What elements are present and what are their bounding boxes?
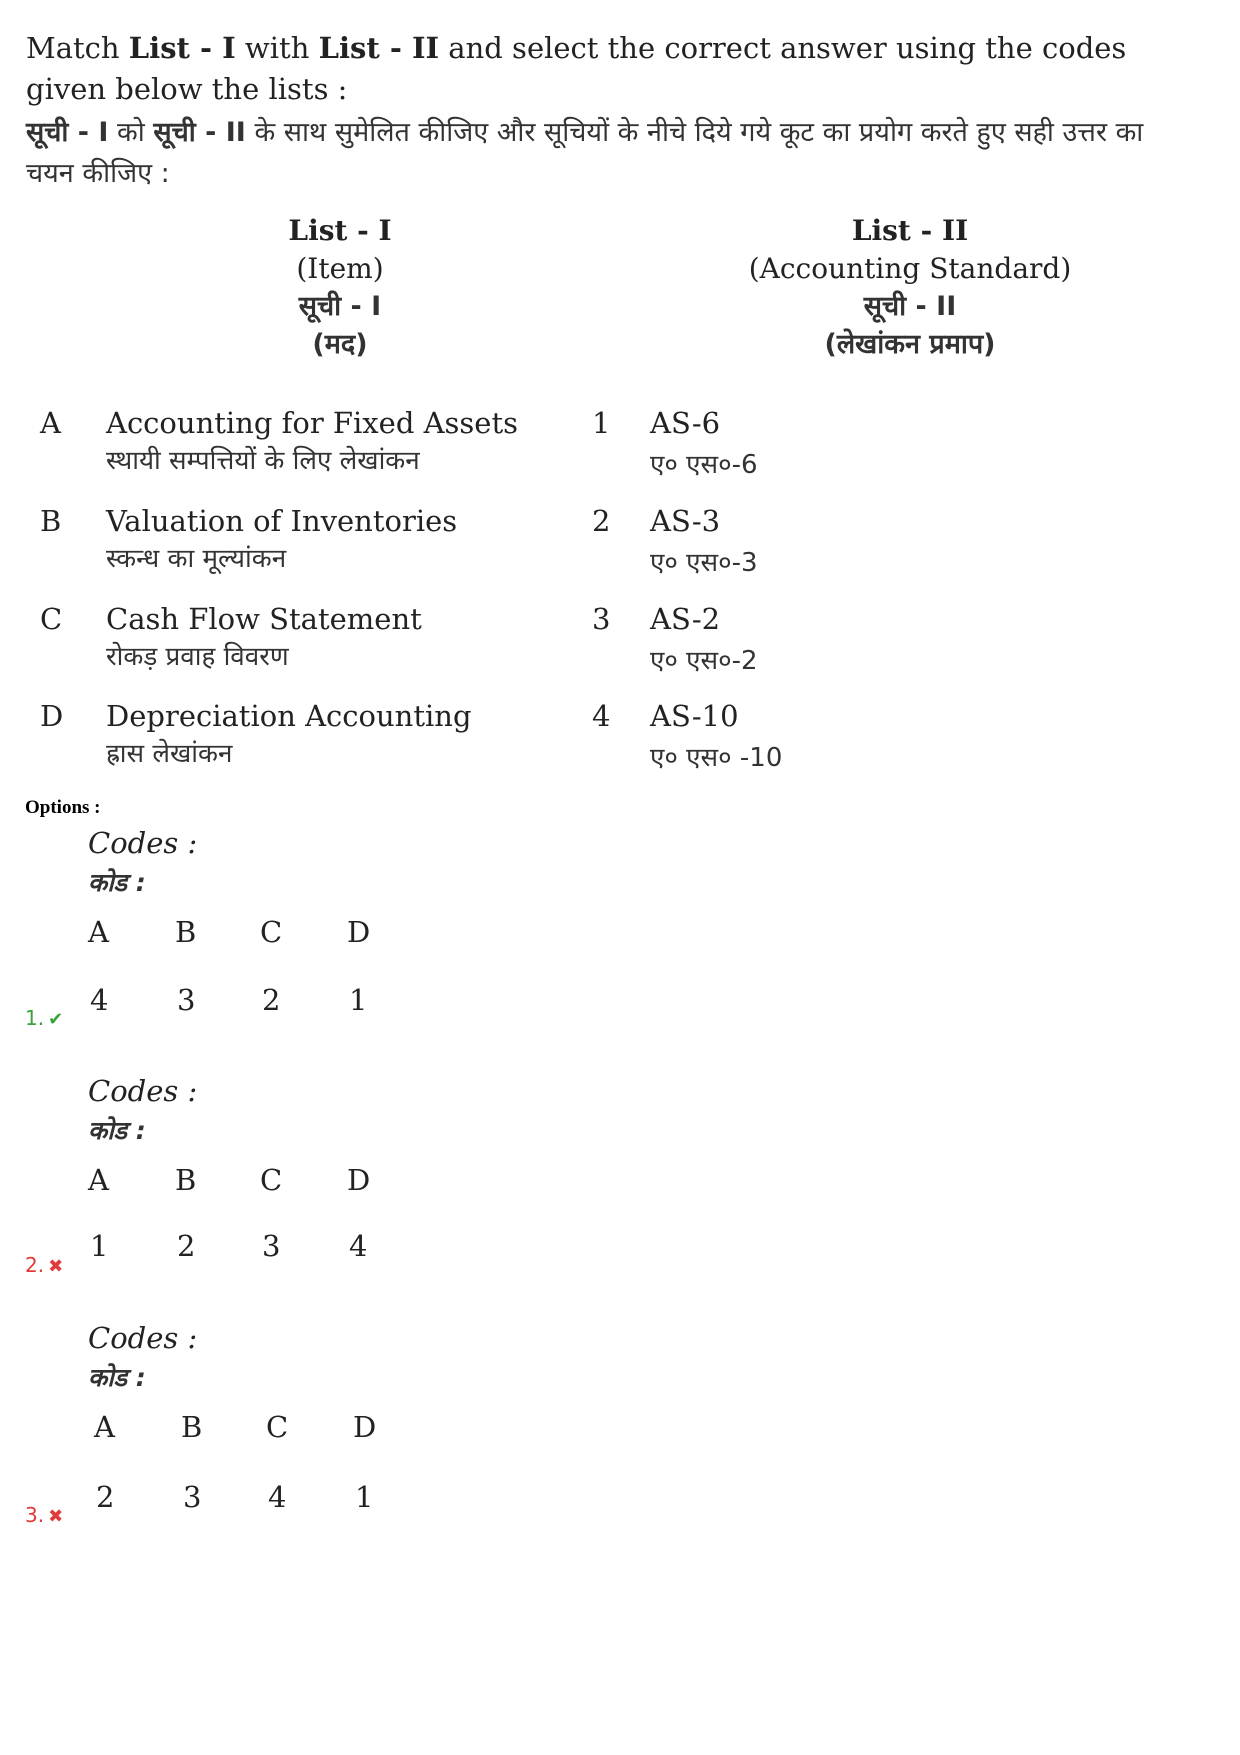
options-label: Options :	[25, 797, 101, 818]
list1-key: D	[40, 699, 64, 733]
codes-title: Codes :	[88, 826, 198, 860]
list2-hi: ए० एस० -10	[650, 743, 783, 773]
list1-hi: स्कन्ध का मूल्यांकन	[106, 544, 287, 574]
codes-title-hindi: कोड :	[88, 1363, 146, 1392]
list2-key: 2	[592, 504, 611, 538]
question-hindi: सूची - I को सूची - II के साथ सुमेलित कीजिए और सूचियों के नीचे दिये गये कूट का प्रयोग करते हुए सही उत्तर का चयन कीजिए :	[26, 117, 1144, 189]
list2-key: 1	[592, 406, 611, 440]
codes-block	[88, 1071, 371, 1263]
list2-en: AS-3	[650, 504, 721, 538]
cross-icon: ✖	[48, 1506, 64, 1527]
list2-hi: ए० एस०-2	[650, 646, 758, 676]
list2-header: List - II (Accounting Standard) सूची - II (लेखांकन प्रमाप)	[748, 214, 1072, 360]
list2-en: AS-10	[650, 699, 739, 733]
codes-title: Codes :	[88, 1074, 198, 1108]
list1-key: A	[40, 406, 61, 440]
option-number: 2. ✖	[25, 1253, 64, 1277]
list2-en: AS-6	[650, 406, 721, 440]
list1-header: List - I (Item) सूची - I (मद)	[288, 214, 392, 360]
codes-title-hindi: कोड :	[88, 868, 146, 897]
question-text	[26, 28, 1146, 194]
list1-key: B	[40, 504, 62, 538]
list1-hi: रोकड़ प्रवाह विवरण	[106, 642, 289, 672]
cross-icon: ✖	[48, 1256, 64, 1277]
list2-key: 4	[592, 699, 611, 733]
list1-en: Cash Flow Statement	[106, 602, 422, 636]
codes-title: Codes :	[88, 1321, 198, 1355]
list2-en: AS-2	[650, 602, 721, 636]
codes-values: 2 3 4 1	[96, 1480, 374, 1514]
list1-key: C	[40, 602, 63, 636]
codes-columns: A B C D	[88, 915, 371, 949]
codes-values: 4 3 2 1	[90, 983, 368, 1017]
codes-block	[88, 823, 371, 1017]
codes-columns: A B C D	[88, 1163, 371, 1197]
list2-hi: ए० एस०-3	[650, 548, 758, 578]
check-icon: ✔	[48, 1009, 64, 1030]
option-number: 3. ✖	[25, 1503, 64, 1527]
codes-columns: A B C D	[94, 1410, 377, 1444]
list1-hi: स्थायी सम्पत्तियों के लिए लेखांकन	[106, 446, 420, 476]
list2-key: 3	[592, 602, 611, 636]
list1-en: Accounting for Fixed Assets	[106, 406, 519, 440]
option-number: 1. ✔	[25, 1006, 64, 1030]
list1-en: Valuation of Inventories	[106, 504, 458, 538]
list1-hi: ह्रास लेखांकन	[106, 739, 233, 769]
codes-title-hindi: कोड :	[88, 1116, 146, 1145]
codes-values: 1 2 3 4	[90, 1229, 368, 1263]
codes-block	[88, 1318, 377, 1514]
question-english: Match List - I with List - II and select the correct answer using the codes given below the lists :	[26, 31, 1127, 106]
list2-hi: ए० एस०-6	[650, 450, 758, 480]
list1-en: Depreciation Accounting	[106, 699, 472, 733]
